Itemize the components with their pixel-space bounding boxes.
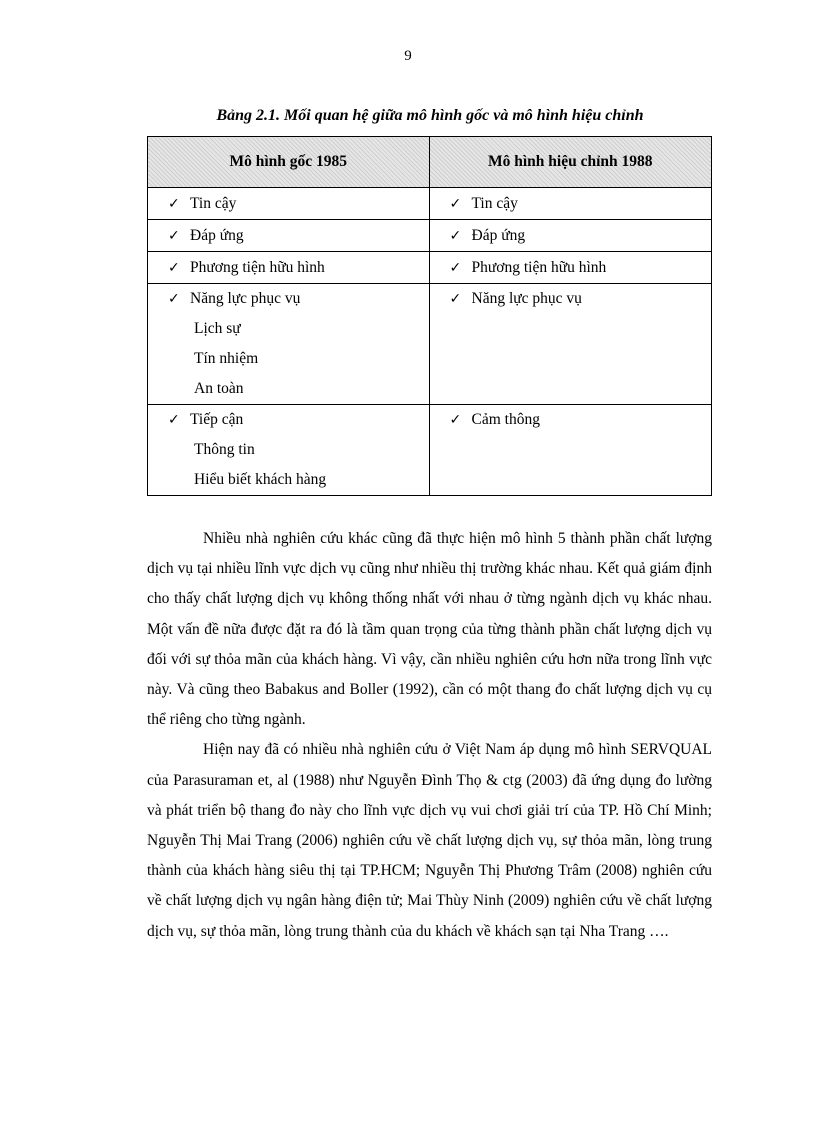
item-label: Cảm thông xyxy=(471,411,540,428)
item-label: Đáp ứng xyxy=(190,227,244,244)
original-cell xyxy=(148,220,430,252)
model-comparison-table xyxy=(147,136,712,496)
original-cell xyxy=(148,188,430,220)
revised-cell xyxy=(429,220,712,252)
item-label: Năng lực phục vụ xyxy=(471,290,582,307)
check-icon: ✓ xyxy=(449,228,462,244)
paragraph: Hiện nay đã có nhiều nhà nghiên cứu ở Việt Nam áp dụng mô hình SERVQUAL của Parasuraman et, al (1988) như Nguyễn Đình Thọ & ctg (2003) đã ứng dụng đo lường và phát triển bộ thang đo này cho lĩnh vực dịch vụ vui chơi giải trí của TP. Hồ Chí Minh; Nguyễn Thị Mai Trang (2006) nghiên cứu về chất lượng dịch vụ, sự thỏa mãn, lòng trung thành của khách hàng siêu thị tại TP.HCM; Nguyễn Thị Phương Trâm (2008) nghiên cứu về chất lượng dịch vụ ngân hàng điện tử; Mai Thùy Ninh (2009) nghiên cứu về chất lượng dịch vụ, sự thỏa mãn, lòng trung thành của du khách về khách sạn tại Nha Trang …. xyxy=(147,741,712,940)
check-icon: ✓ xyxy=(168,228,180,244)
list-item xyxy=(430,405,712,435)
page-number: 9 xyxy=(404,48,412,64)
list-item xyxy=(148,220,429,251)
body-text xyxy=(147,524,712,947)
revised-cell xyxy=(429,188,712,220)
sub-item: Thông tin xyxy=(194,441,255,458)
list-item xyxy=(148,284,429,314)
sub-item: Hiểu biết khách hàng xyxy=(194,471,327,488)
check-icon: ✓ xyxy=(449,196,462,212)
sub-item: Tín nhiệm xyxy=(194,350,259,367)
table-caption: Bảng 2.1. Mối quan hệ giữa mô hình gốc và mô hình hiệu chỉnh xyxy=(216,107,644,124)
list-item xyxy=(430,284,712,314)
item-label: Tin cậy xyxy=(190,195,237,212)
check-icon: ✓ xyxy=(168,196,180,212)
list-item xyxy=(430,220,712,251)
original-cell xyxy=(148,405,430,496)
table-row xyxy=(148,252,712,284)
check-icon: ✓ xyxy=(168,260,180,276)
table-row xyxy=(148,188,712,220)
table-header-row xyxy=(148,137,712,188)
paragraph: Nhiều nhà nghiên cứu khác cũng đã thực hiện mô hình 5 thành phần chất lượng dịch vụ tại nhiều lĩnh vực dịch vụ cũng như nhiều thị trường khác nhau. Kết quả giám định cho thấy chất lượng dịch vụ không thống nhất với nhau ở từng ngành dịch vụ khác nhau. Một vấn đề nữa được đặt ra đó là tầm quan trọng của từng thành phần chất lượng dịch vụ đối với sự thỏa mãn của khách hàng. Vì vậy, cần nhiều nghiên cứu hơn nữa trong lĩnh vực này. Và cũng theo Babakus and Boller (1992), cần có một thang đo chất lượng dịch vụ cụ thể riêng cho từng ngành. xyxy=(147,530,712,729)
item-label: Đáp ứng xyxy=(471,227,526,244)
item-label: Phương tiện hữu hình xyxy=(190,259,325,276)
table-row xyxy=(148,220,712,252)
original-cell xyxy=(148,252,430,284)
header-original-model: Mô hình gốc 1985 xyxy=(148,137,430,188)
revised-cell xyxy=(429,284,712,405)
check-icon: ✓ xyxy=(449,260,462,276)
item-label: Năng lực phục vụ xyxy=(190,290,301,307)
item-label: Tiếp cận xyxy=(190,411,244,428)
check-icon: ✓ xyxy=(449,291,462,307)
sub-item: Lịch sự xyxy=(194,320,241,337)
list-item xyxy=(430,188,712,219)
list-item xyxy=(148,252,429,283)
revised-cell xyxy=(429,405,712,496)
header-revised-model: Mô hình hiệu chỉnh 1988 xyxy=(429,137,712,188)
list-item xyxy=(430,252,712,283)
table-row xyxy=(148,284,712,405)
list-item xyxy=(148,405,429,435)
list-item xyxy=(148,188,429,219)
check-icon: ✓ xyxy=(168,291,180,307)
sub-item: An toàn xyxy=(194,380,244,397)
check-icon: ✓ xyxy=(168,412,180,428)
table-row xyxy=(148,405,712,496)
revised-cell xyxy=(429,252,712,284)
original-cell xyxy=(148,284,430,405)
item-label: Phương tiện hữu hình xyxy=(471,259,607,276)
check-icon: ✓ xyxy=(449,412,462,428)
item-label: Tin cậy xyxy=(471,195,518,212)
